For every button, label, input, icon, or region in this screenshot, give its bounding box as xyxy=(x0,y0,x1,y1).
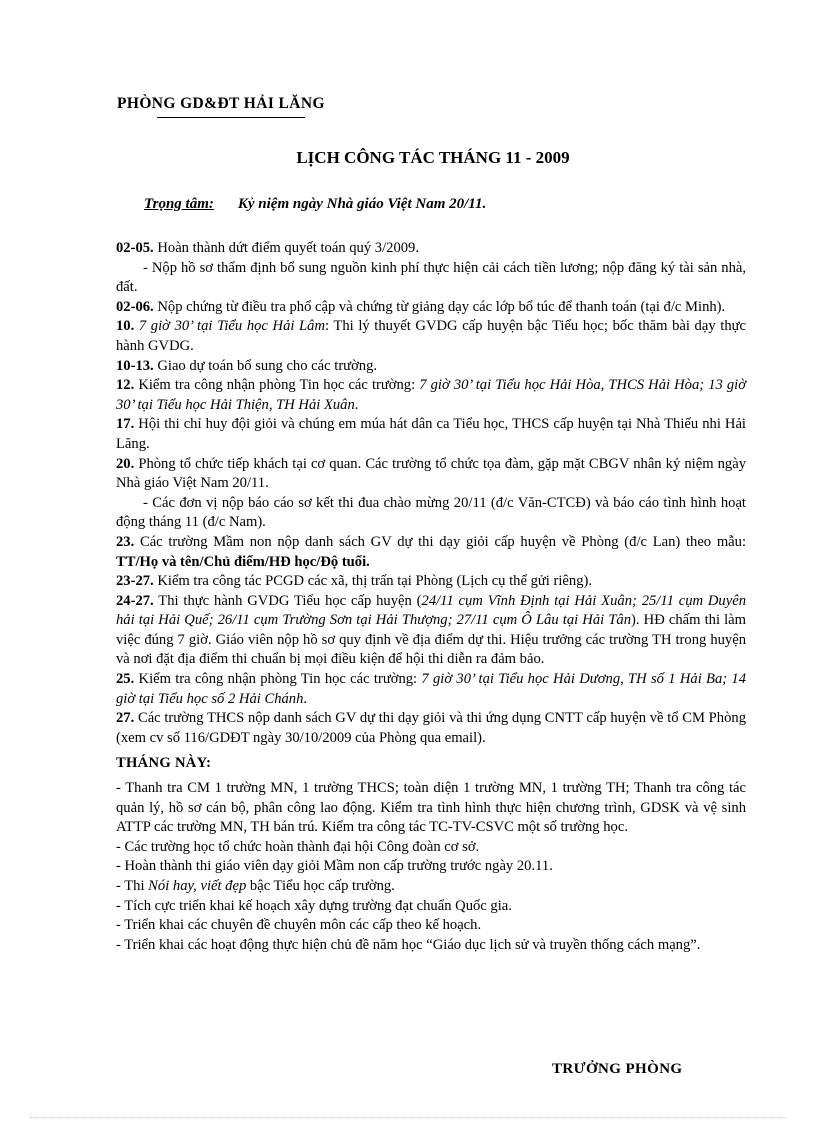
agency-name: PHÒNG GD&ĐT HẢI LĂNG xyxy=(117,95,325,112)
month-task: - Các trường học tổ chức hoàn thành đại hội Công đoàn cơ sở. xyxy=(116,838,480,855)
month-task: - Hoàn thành thi giáo viên dạy giỏi Mầm non cấp trường trước ngày 20.11. xyxy=(116,858,553,875)
document-title: LỊCH CÔNG TÁC THÁNG 11 - 2009 xyxy=(296,148,570,167)
item-date: 23-27. xyxy=(116,573,154,590)
schedule-item: 25. Kiểm tra công nhận phòng Tin học các trường: 7 giờ 30’ tại Tiểu học Hải Dương, TH số 1 Hải Ba; 14 giờ tại Tiểu học số 2 Hải Chánh. xyxy=(116,671,747,707)
schedule-item: 23. Các trường Mầm non nộp danh sách GV dự thi dạy giỏi cấp huyện về Phòng (đ/c Lan) theo mẫu: TT/Họ và tên/Chủ điểm/HĐ học/Độ tuổi. xyxy=(116,533,746,570)
schedule-item: 10-13. Giao dự toán bổ sung cho các trường. xyxy=(116,357,378,374)
schedule-item: 17. Hội thi chỉ huy đội giỏi và chúng em múa hát dân ca Tiểu học, THCS cấp huyện tại Nhà Thiếu nhi Hải Lăng. xyxy=(116,416,746,452)
schedule-item: 10. 7 giờ 30’ tại Tiểu học Hải Lâm: Thi lý thuyết GVDG cấp huyện bậc Tiểu học; bốc thăm bài dạy thực hành GVDG. xyxy=(116,318,746,354)
focus-text: Kỷ niệm ngày Nhà giáo Việt Nam 20/11. xyxy=(237,196,487,212)
item-date: 10-13. xyxy=(116,357,154,374)
focus-line xyxy=(144,196,486,213)
item-date: 17. xyxy=(116,416,135,433)
item-date: 12. xyxy=(116,377,135,394)
page-footer-divider xyxy=(30,1117,786,1118)
schedule-item: 12. Kiểm tra công nhận phòng Tin học các trường: 7 giờ 30’ tại Tiểu học Hải Hòa, THCS Hải Hòa; 13 giờ 30’ tại Tiểu học Hải Thiện, TH Hải Xuân. xyxy=(116,377,747,413)
month-task: - Thanh tra CM 1 trường MN, 1 trường THCS; toàn diện 1 trường MN, 1 trường TH; Thanh tra công tác quản lý, hồ sơ cán bộ, phân công lao động. Kiểm tra tình hình thực hiện chương trình, GDSK và vệ sinh ATTP các trường MN, TH bán trú. Kiểm tra công tác TC-TV-CSVC một số trường học. xyxy=(116,780,746,836)
item-date: 20. xyxy=(116,455,135,472)
item-date: 02-06. xyxy=(116,298,154,315)
item-date: 27. xyxy=(116,710,135,727)
signature-title: TRƯỞNG PHÒNG xyxy=(552,1061,683,1077)
schedule-content xyxy=(116,239,746,955)
month-heading: THÁNG NÀY: xyxy=(116,755,212,772)
schedule-item: 20. Phòng tổ chức tiếp khách tại cơ quan. Các trường tổ chức tọa đàm, gặp mặt CBGV nhân kỷ niệm ngày Nhà giáo Việt Nam 20/11. xyxy=(116,455,746,492)
item-date: 10. xyxy=(116,318,135,335)
schedule-item: 02-05. Hoàn thành dứt điểm quyết toán quý 3/2009. xyxy=(116,240,419,256)
month-task: - Triển khai các chuyên đề chuyên môn các cấp theo kế hoạch. xyxy=(116,917,482,934)
template-format: TT/Họ và tên/Chủ điểm/HĐ học/Độ tuổi. xyxy=(116,553,370,570)
month-task: - Thi Nói hay, viết đẹp bậc Tiểu học cấp trường. xyxy=(116,878,395,894)
item-date: 25. xyxy=(116,671,135,688)
schedule-item: 23-27. Kiểm tra công tác PCGD các xã, thị trấn tại Phòng (Lịch cụ thể gửi riêng). xyxy=(116,573,593,590)
month-task: - Tích cực triển khai kế hoạch xây dựng trường đạt chuẩn Quốc gia. xyxy=(116,897,512,914)
agency-underline xyxy=(157,117,305,118)
item-date: 02-05. xyxy=(116,240,154,256)
schedule-item: 24-27. Thi thực hành GVDG Tiểu học cấp huyện (24/11 cụm Vĩnh Định tại Hải Xuân; 25/11 cụm Duyên hải tại Hải Quế; 26/11 cụm Trường Sơn tại Hải Thượng; 27/11 cụm Ô Lâu tại Hải Tân). HĐ chấm thi làm việc đúng 7 giờ. Giáo viên nộp hồ sơ quy định về địa điểm dự thi. Hiệu trưởng các trường TH trong huyện và nơi đặt địa điểm thi chuẩn bị mọi điều kiện để hội thi diễn ra đảm bảo. xyxy=(116,592,747,668)
schedule-item: 27. Các trường THCS nộp danh sách GV dự thi dạy giỏi và thi ứng dụng CNTT cấp huyện về tổ CM Phòng (xem cv số 116/GDĐT ngày 30/10/2009 của Phòng qua email). xyxy=(116,710,746,746)
schedule-item: 02-06. Nộp chứng từ điều tra phổ cập và chứng từ giảng dạy các lớp bổ túc để thanh toán (tại đ/c Minh). xyxy=(116,298,726,315)
schedule-subitem: - Các đơn vị nộp báo cáo sơ kết thi đua chào mừng 20/11 (đ/c Văn-CTCĐ) và báo cáo tình hình hoạt động tháng 11 (đ/c Nam). xyxy=(116,494,746,531)
focus-label: Trọng tâm: xyxy=(144,196,214,212)
item-date: 24-27. xyxy=(116,592,154,609)
month-task: - Triển khai các hoạt động thực hiện chủ đề năm học “Giáo dục lịch sử và truyền thống cách mạng”. xyxy=(116,936,701,953)
schedule-subitem: - Nộp hồ sơ thẩm định bổ sung nguồn kinh phí thực hiện cải cách tiền lương; nộp đăng ký tài sản nhà, đất. xyxy=(116,259,746,296)
item-date: 23. xyxy=(116,533,135,550)
